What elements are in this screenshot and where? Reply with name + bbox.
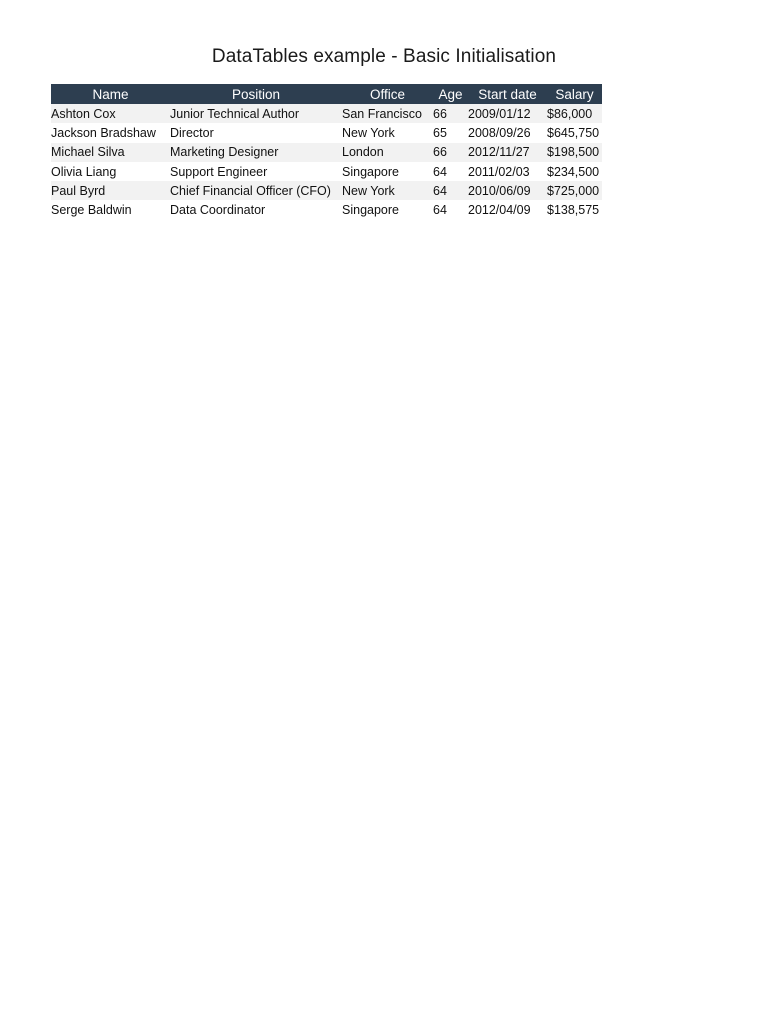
cell-age: 66 xyxy=(433,143,468,162)
cell-salary: $86,000 xyxy=(547,104,602,123)
cell-name: Paul Byrd xyxy=(51,181,170,200)
cell-age: 64 xyxy=(433,181,468,200)
cell-age: 65 xyxy=(433,123,468,142)
cell-office: London xyxy=(342,143,433,162)
cell-office: San Francisco xyxy=(342,104,433,123)
table-header-row xyxy=(51,84,602,104)
cell-age: 64 xyxy=(433,162,468,181)
cell-office: Singapore xyxy=(342,162,433,181)
table-row xyxy=(51,200,602,219)
table-row xyxy=(51,104,602,123)
table-row xyxy=(51,162,602,181)
cell-position: Support Engineer xyxy=(170,162,342,181)
column-header-position[interactable]: Position xyxy=(170,84,342,104)
cell-position: Data Coordinator xyxy=(170,200,342,219)
data-table xyxy=(51,84,602,220)
cell-start-date: 2008/09/26 xyxy=(468,123,547,142)
cell-start-date: 2011/02/03 xyxy=(468,162,547,181)
cell-start-date: 2012/04/09 xyxy=(468,200,547,219)
column-header-name[interactable]: Name xyxy=(51,84,170,104)
cell-position: Chief Financial Officer (CFO) xyxy=(170,181,342,200)
column-header-office[interactable]: Office xyxy=(342,84,433,104)
cell-name: Serge Baldwin xyxy=(51,200,170,219)
cell-age: 64 xyxy=(433,200,468,219)
cell-position: Marketing Designer xyxy=(170,143,342,162)
cell-position: Director xyxy=(170,123,342,142)
cell-office: New York xyxy=(342,181,433,200)
table-row xyxy=(51,123,602,142)
cell-name: Jackson Bradshaw xyxy=(51,123,170,142)
cell-name: Ashton Cox xyxy=(51,104,170,123)
column-header-age[interactable]: Age xyxy=(433,84,468,104)
cell-start-date: 2012/11/27 xyxy=(468,143,547,162)
table-row xyxy=(51,143,602,162)
cell-salary: $234,500 xyxy=(547,162,602,181)
cell-salary: $725,000 xyxy=(547,181,602,200)
cell-name: Olivia Liang xyxy=(51,162,170,181)
cell-start-date: 2009/01/12 xyxy=(468,104,547,123)
column-header-salary[interactable]: Salary xyxy=(547,84,602,104)
cell-position: Junior Technical Author xyxy=(170,104,342,123)
cell-salary: $138,575 xyxy=(547,200,602,219)
cell-office: Singapore xyxy=(342,200,433,219)
column-header-start-date[interactable]: Start date xyxy=(468,84,547,104)
cell-salary: $645,750 xyxy=(547,123,602,142)
cell-salary: $198,500 xyxy=(547,143,602,162)
cell-name: Michael Silva xyxy=(51,143,170,162)
cell-start-date: 2010/06/09 xyxy=(468,181,547,200)
cell-age: 66 xyxy=(433,104,468,123)
table-row xyxy=(51,181,602,200)
cell-office: New York xyxy=(342,123,433,142)
page-title: DataTables example - Basic Initialisation xyxy=(211,46,557,67)
